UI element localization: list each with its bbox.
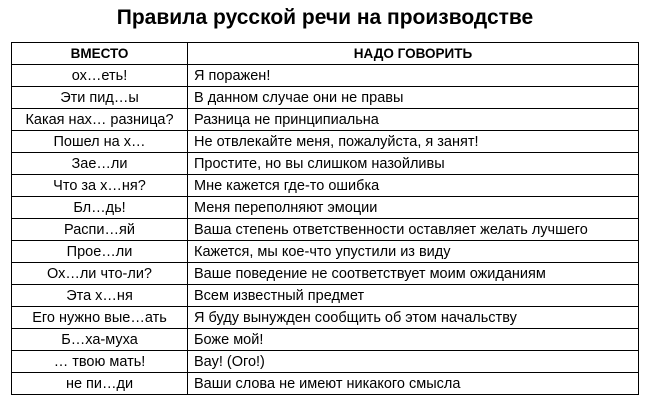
cell-instead: Прое…ли [12,241,188,263]
cell-should-say: Вау! (Ого!) [188,351,639,373]
cell-instead: Что за х…ня? [12,175,188,197]
cell-should-say: Всем известный предмет [188,285,639,307]
cell-should-say: Меня переполняют эмоции [188,197,639,219]
cell-should-say: Мне кажется где-то ошибка [188,175,639,197]
cell-instead: … твою мать! [12,351,188,373]
table-row [12,241,639,263]
cell-instead: Распи…яй [12,219,188,241]
cell-instead: Его нужно вые…ать [12,307,188,329]
phrase-table [11,42,639,395]
cell-should-say: Кажется, мы кое-что упустили из виду [188,241,639,263]
phrase-table-container [11,42,639,395]
cell-instead: Пошел на х… [12,131,188,153]
table-row [12,263,639,285]
table-row [12,197,639,219]
header-instead: ВМЕСТО [12,43,188,65]
cell-instead: не пи…ди [12,373,188,395]
table-row [12,219,639,241]
cell-should-say: Не отвлекайте меня, пожалуйста, я занят! [188,131,639,153]
cell-should-say: В данном случае они не правы [188,87,639,109]
table-row [12,131,639,153]
cell-instead: Эти пид…ы [12,87,188,109]
table-row [12,65,639,87]
table-row [12,87,639,109]
cell-should-say: Боже мой! [188,329,639,351]
table-header-row [12,43,639,65]
table-body [12,65,639,395]
table-row [12,109,639,131]
table-row [12,175,639,197]
page-title: Правила русской речи на производстве [116,6,534,29]
cell-should-say: Я поражен! [188,65,639,87]
table-row [12,351,639,373]
cell-instead: Бл…дь! [12,197,188,219]
header-should-say: НАДО ГОВОРИТЬ [188,43,639,65]
cell-should-say: Простите, но вы слишком назойливы [188,153,639,175]
table-row [12,285,639,307]
cell-instead: Эта х…ня [12,285,188,307]
cell-should-say: Ваше поведение не соответствует моим ожиданиям [188,263,639,285]
cell-instead: Б…ха-муха [12,329,188,351]
table-row [12,329,639,351]
cell-should-say: Ваша степень ответственности оставляет желать лучшего [188,219,639,241]
table-row [12,373,639,395]
table-row [12,153,639,175]
cell-instead: ох…еть! [12,65,188,87]
table-row [12,307,639,329]
cell-instead: Зае…ли [12,153,188,175]
cell-should-say: Разница не принципиальна [188,109,639,131]
cell-should-say: Я буду вынужден сообщить об этом начальству [188,307,639,329]
cell-should-say: Ваши слова не имеют никакого смысла [188,373,639,395]
cell-instead: Какая нах… разница? [12,109,188,131]
cell-instead: Ох…ли что-ли? [12,263,188,285]
